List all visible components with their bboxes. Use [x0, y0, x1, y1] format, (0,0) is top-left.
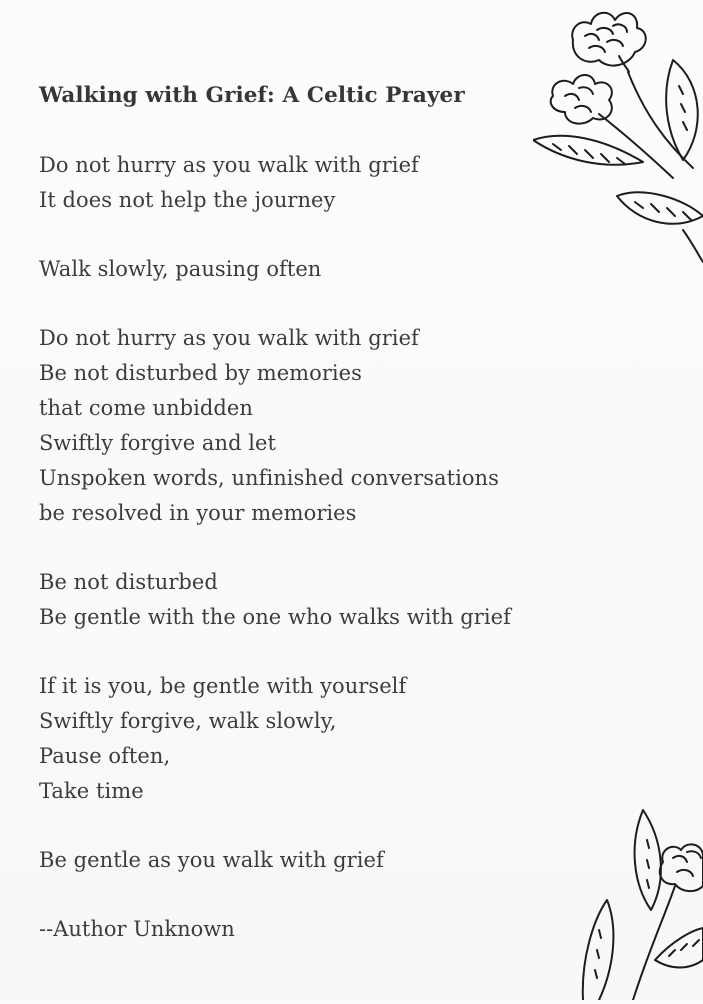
stanza [39, 148, 599, 218]
poem-line: Be gentle with the one who walks with grief [39, 605, 511, 629]
poem [39, 78, 599, 947]
poem-line: Swiftly forgive, walk slowly, [39, 709, 337, 733]
poem-line: Do not hurry as you walk with grief [39, 326, 419, 350]
poem-line: Be gentle as you walk with grief [39, 848, 384, 872]
poem-line: Swiftly forgive and let [39, 431, 277, 455]
poem-line: that come unbidden [39, 396, 253, 420]
poem-line: It does not help the journey [39, 188, 336, 212]
stanza [39, 321, 599, 531]
stanza [39, 843, 599, 878]
poem-line: Walk slowly, pausing often [39, 257, 322, 281]
poem-title: Walking with Grief: A Celtic Prayer [39, 83, 465, 108]
stanza [39, 565, 599, 635]
poem-attribution: --Author Unknown [39, 917, 235, 941]
floral-bottom-right-icon [563, 800, 703, 1000]
poem-line: Be not disturbed [39, 570, 218, 594]
stanza [39, 669, 599, 809]
poem-line: If it is you, be gentle with yourself [39, 674, 407, 698]
poem-line: Unspoken words, unfinished conversations [39, 466, 499, 490]
poem-line: Be not disturbed by memories [39, 361, 362, 385]
poem-line: Do not hurry as you walk with grief [39, 153, 419, 177]
stanza [39, 252, 599, 287]
poem-line: be resolved in your memories [39, 501, 357, 525]
poem-line: Pause often, [39, 744, 171, 768]
poem-line: Take time [39, 779, 144, 803]
